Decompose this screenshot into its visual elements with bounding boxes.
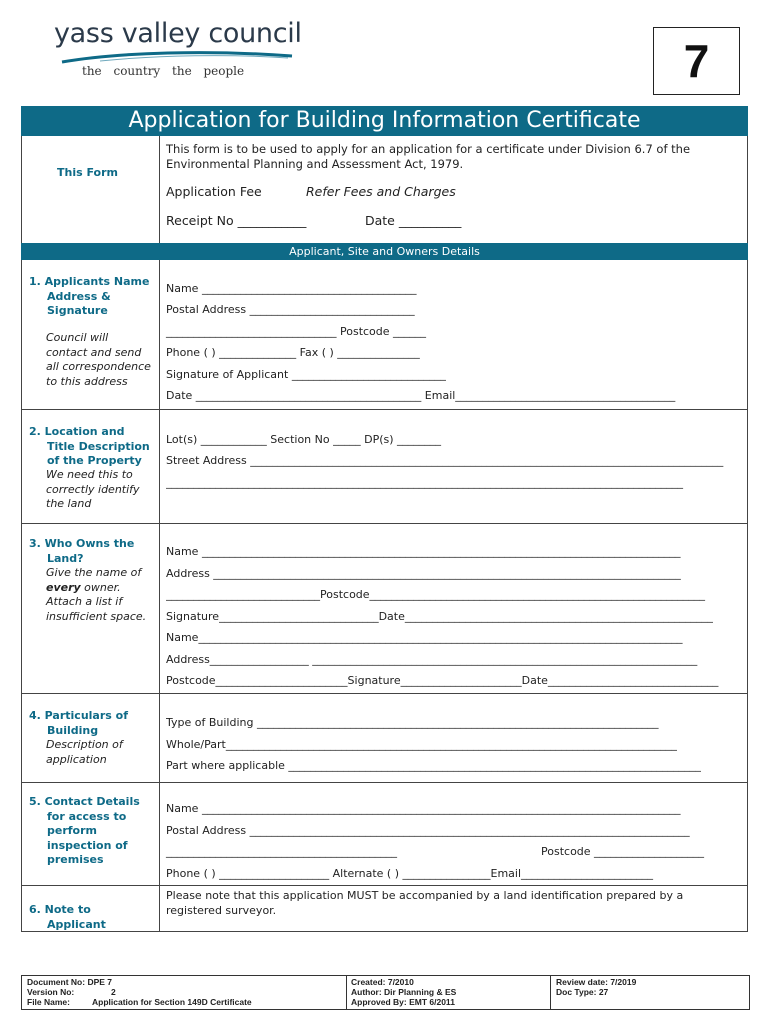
- label-line: 5. Contact Details: [29, 795, 140, 808]
- contact-name-field[interactable]: Name _______________________________________________________________________________________: [166, 802, 681, 815]
- label-line: of the Property: [47, 454, 142, 467]
- label-line: 1. Applicants Name: [29, 275, 150, 288]
- page-title: Application for Building Information Certificate: [21, 106, 748, 136]
- applicant-name-field[interactable]: Name _______________________________________: [166, 282, 417, 295]
- table-bottom-border: [21, 931, 748, 932]
- section-header: Applicant, Site and Owners Details: [21, 243, 748, 260]
- footer-review-date: Review date: 7/2019: [556, 977, 637, 987]
- label-line: Building: [47, 723, 99, 737]
- owner2-postcode-signature-field[interactable]: Postcode________________________Signature______________________Date_______________________________: [166, 674, 719, 687]
- footer-file-label: File Name:: [27, 997, 70, 1007]
- applicant-section-note: Council will contact and send all correspondence to this address: [46, 331, 151, 388]
- note-text: owner.: [80, 580, 121, 594]
- label-line: Address &: [47, 289, 111, 303]
- owner1-address-field[interactable]: Address _____________________________________________________________________________________: [166, 567, 681, 580]
- building-type-field[interactable]: Type of Building _________________________________________________________________________: [166, 716, 659, 729]
- label-line: inspection of: [47, 838, 128, 852]
- applicant-postal-field[interactable]: Postal Address ______________________________: [166, 303, 415, 316]
- label-line: Land?: [47, 551, 84, 565]
- council-logo-tagline: the country the people: [82, 64, 245, 78]
- contact-phone-email-field[interactable]: Phone ( ) ____________________ Alternate ( ) ________________Email________________________: [166, 867, 654, 880]
- footer-cell-review: [550, 976, 749, 1009]
- label-line: 3. Who Owns the: [29, 537, 135, 550]
- applicant-section-label: [29, 275, 149, 319]
- building-section-label: [29, 709, 128, 738]
- label-line: 4. Particulars of: [29, 709, 128, 722]
- application-fee-value: Refer Fees and Charges: [306, 184, 456, 199]
- owner1-name-field[interactable]: Name _______________________________________________________________________________________: [166, 545, 681, 558]
- applicant-signature-field[interactable]: Signature of Applicant ____________________________: [166, 368, 446, 381]
- contact-postal-cont-field[interactable]: __________________________________________: [166, 845, 397, 858]
- note-section-label: [29, 903, 106, 932]
- applicant-postcode-field[interactable]: _______________________________ Postcode ______: [166, 325, 427, 338]
- footer-cell-doc: [22, 976, 346, 1009]
- location-section-note: We need this to correctly identify the land: [46, 468, 140, 510]
- contact-postcode-field[interactable]: Postcode ____________________: [541, 845, 705, 858]
- label-line: for access to: [47, 809, 127, 823]
- table-row-divider: [21, 523, 748, 524]
- label-line: premises: [47, 853, 104, 866]
- owners-section-label: [29, 537, 134, 566]
- label-line: Applicant: [47, 917, 106, 931]
- part-applicable-field[interactable]: Part where applicable ___________________________________________________________________________: [166, 759, 701, 772]
- footer-created: Created: 7/2010: [351, 977, 414, 987]
- council-logo-name: yass valley council: [54, 18, 302, 49]
- contact-postal-field[interactable]: Postal Address ________________________________________________________________________________: [166, 824, 690, 837]
- label-line: Signature: [47, 304, 108, 317]
- footer-cell-created: [346, 976, 551, 1009]
- note-text: Give the name of: [46, 566, 142, 579]
- footer-doc-type: Doc Type: 27: [556, 987, 609, 997]
- owner2-address-field[interactable]: Address__________________ ______________________________________________________________________: [166, 653, 698, 666]
- owners-section-note: [46, 566, 156, 624]
- street-address-cont-field[interactable]: ______________________________________________________________________________________________: [166, 476, 683, 489]
- footer-version: 2: [111, 987, 116, 997]
- document-footer: [21, 975, 750, 1010]
- receipt-no-field[interactable]: Receipt No ___________: [166, 213, 307, 228]
- footer-doc-no: Document No: DPE 7: [27, 977, 113, 987]
- applicant-date-email-field[interactable]: Date _________________________________________ Email________________________________________: [166, 389, 676, 402]
- table-row-divider: [21, 782, 748, 783]
- label-line: Title Description: [47, 439, 150, 453]
- surveyor-note-text: Please note that this application MUST be accompanied by a land identification prepared by a registered surveyor.: [166, 889, 684, 917]
- contact-section-label: [29, 795, 140, 868]
- footer-author: Author: Dir Planning & ES: [351, 987, 457, 997]
- table-row-divider: [21, 693, 748, 694]
- lot-section-dp-field[interactable]: Lot(s) ____________ Section No _____ DP(s) ________: [166, 433, 442, 446]
- table-column-divider: [159, 136, 160, 243]
- location-section-label: [29, 425, 150, 469]
- whole-part-field[interactable]: Whole/Part__________________________________________________________________________________: [166, 738, 677, 751]
- footer-approved: Approved By: EMT 6/2011: [351, 997, 455, 1007]
- application-fee-label: Application Fee: [166, 184, 262, 199]
- table-row-divider: [21, 409, 748, 410]
- form-number-box: 7: [653, 27, 740, 95]
- form-intro-text: This form is to be used to apply for an application for a certificate under Division 6.7 of the Environmental Planning and Assessment Act, 1979.: [166, 142, 691, 171]
- building-section-note: Description of application: [46, 738, 123, 766]
- label-line: 6. Note to: [29, 903, 91, 916]
- logo-swoosh-icon: [60, 50, 295, 64]
- owner1-postcode-field[interactable]: ____________________________Postcode_____________________________________________________________: [166, 588, 706, 601]
- table-column-divider: [159, 260, 160, 931]
- applicant-phone-fax-field[interactable]: Phone ( ) ______________ Fax ( ) _______________: [166, 346, 420, 359]
- label-line: 2. Location and: [29, 425, 125, 438]
- street-address-field[interactable]: Street Address ______________________________________________________________________________________: [166, 454, 724, 467]
- label-line: perform: [47, 824, 97, 837]
- owner2-name-field[interactable]: Name________________________________________________________________________________________: [166, 631, 683, 644]
- this-form-label: This Form: [57, 166, 118, 179]
- note-emphasis: every: [46, 580, 81, 594]
- footer-version-label: Version No:: [27, 987, 75, 997]
- owner1-signature-date-field[interactable]: Signature_____________________________Date________________________________________________________: [166, 610, 713, 623]
- note-text: Attach a list if insufficient space.: [46, 595, 147, 623]
- footer-file-name: Application for Section 149D Certificate: [92, 997, 252, 1007]
- table-row-divider: [21, 885, 748, 886]
- receipt-date-field[interactable]: Date __________: [365, 213, 462, 228]
